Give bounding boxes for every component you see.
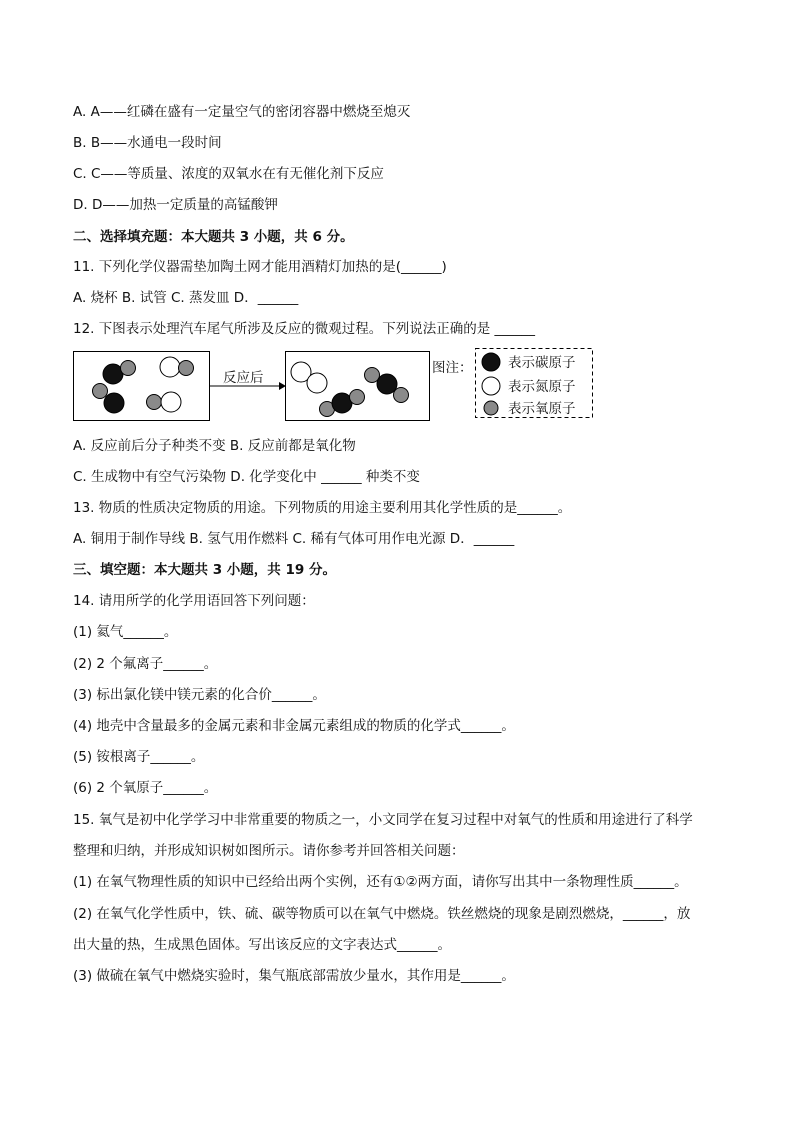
question-15-line-1: 15. 氧气是初中化学学习中非常重要的物质之一，小文同学在复习过程中对氧气的性质和用途进行了科学 <box>73 812 693 828</box>
question-14: 14. 请用所学的化学用语回答下列问题： <box>73 593 315 609</box>
question-15-line-2: 整理和归纳，并形成知识树如图所示。请你参考并回答相关问题： <box>73 843 465 859</box>
section-heading-choice-fill: 二、选择填充题：本大题共 3 小题，共 6 分。 <box>73 229 354 245</box>
question-14-part-5: (5) 铵根离子______。 <box>73 749 205 765</box>
question-11-options: A. 烧杯 B. 试管 C. 蒸发皿 D．______ <box>73 290 299 306</box>
question-14-part-1: (1) 氦气______。 <box>73 624 178 640</box>
question-13: 13. 物质的性质决定物质的用途。下列物质的用途主要利用其化学性质的是______。 <box>73 500 572 516</box>
legend-title: 图注： <box>432 360 473 376</box>
question-14-part-4: (4) 地壳中含量最多的金属元素和非金属元素组成的物质的化学式______。 <box>73 718 515 734</box>
question-15-part-2-line-1: (2) 在氧气化学性质中，铁、硫、碳等物质可以在氧气中燃烧。铁丝燃烧的现象是剧烈燃烧，______，放 <box>73 906 691 922</box>
legend-carbon-swatch <box>482 353 500 371</box>
reaction-diagram <box>73 348 603 426</box>
arrow-head <box>279 382 286 390</box>
question-12-options-ab: A. 反应前后分子种类不变 B. 反应前都是氧化物 <box>73 438 356 454</box>
question-12-options-cd: C. 生成物中有空气污染物 D. 化学变化中 ______ 种类不变 <box>73 469 420 485</box>
question-11: 11. 下列化学仪器需垫加陶土网才能用酒精灯加热的是(______) <box>73 259 447 275</box>
question-14-part-3: (3) 标出氯化镁中镁元素的化合价______。 <box>73 687 326 703</box>
arrow-label: 反应后 <box>223 370 264 386</box>
option-d: D. D——加热一定质量的高锰酸钾 <box>73 197 278 213</box>
legend-carbon-label: 表示碳原子 <box>508 355 576 371</box>
question-15-part-2-line-2: 出大量的热，生成黑色固体。写出该反应的文字表达式______。 <box>73 937 451 953</box>
option-a: A. A——红磷在盛有一定量空气的密闭容器中燃烧至熄灭 <box>73 104 411 120</box>
option-c: C. C——等质量、浓度的双氧水在有无催化剂下反应 <box>73 166 384 182</box>
question-14-part-2: (2) 2 个氟离子______。 <box>73 656 218 672</box>
legend-oxygen-swatch <box>484 401 498 415</box>
legend-nitrogen-label: 表示氮原子 <box>508 379 576 395</box>
legend-nitrogen-swatch <box>482 377 500 395</box>
question-12: 12. 下图表示处理汽车尾气所涉及反应的微观过程。下列说法正确的是 ______ <box>73 321 536 337</box>
legend-oxygen-label: 表示氧原子 <box>508 401 576 417</box>
section-heading-fill-blank: 三、填空题：本大题共 3 小题，共 19 分。 <box>73 562 336 578</box>
question-15-part-1: (1) 在氧气物理性质的知识中已经给出两个实例，还有①②两方面，请你写出其中一条物理性质______。 <box>73 874 688 890</box>
question-13-options: A. 铜用于制作导线 B. 氢气用作燃料 C. 稀有气体可用作电光源 D．______ <box>73 531 515 547</box>
option-b: B. B——水通电一段时间 <box>73 135 222 151</box>
question-15-part-3: (3) 做硫在氧气中燃烧实验时，集气瓶底部需放少量水，其作用是______。 <box>73 968 515 984</box>
molecule-no-2 <box>147 392 182 412</box>
question-14-part-6: (6) 2 个氧原子______。 <box>73 780 218 796</box>
